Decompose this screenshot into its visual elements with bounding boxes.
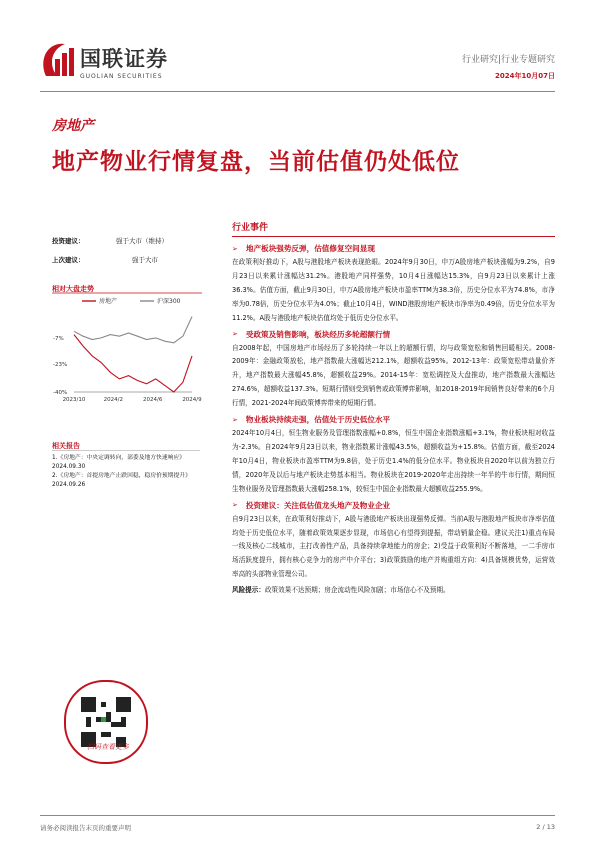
related-reports-heading: 相关报告 — [52, 442, 80, 450]
y-tick-label: -40% — [53, 390, 68, 396]
related-report-item[interactable]: 1.《房地产：中央定调转向，部委及地方快速响应》2024.09.30 — [52, 455, 186, 470]
qr-label: 扫码查看更多 — [87, 743, 129, 751]
legend-label-1: 沪深300 — [157, 298, 181, 305]
doc-type: 行业研究|行业专题研究 — [461, 55, 555, 65]
sector-label: 房地产 — [52, 118, 94, 134]
header-meta — [462, 52, 555, 81]
section-heading-3 — [232, 414, 555, 425]
series-line-沪深300 — [74, 317, 192, 343]
risk-label: 风险提示： — [232, 586, 265, 595]
section-title: 投资建议：关注低估值龙头地产及物业企业 — [245, 500, 391, 510]
footer-disclaimer: 请务必阅读报告末页的重要声明 — [40, 824, 131, 832]
related-divider — [52, 450, 200, 451]
page-number: 2 / 13 — [536, 823, 555, 831]
section-body-1: 在政策利好推动下，A股与港股地产板块表现抢眼。2024年9月30日，申万A股房地产板块涨幅为9.2%，自9月23日以来累计涨幅达31.2%。港股地产同样强势，10月4日涨幅达15.3%，自9月23日以来累计上涨36.3%。估值方面，截止9月30日，申万A股房地产板块市盈率TTM为38.3倍，历史分位水平为74.8%，市净率为0.78倍，历史分位水平为4.0%；截止10月4日，WIND港股房地产板块市净率为0.49倍，历史分位水平为11.2%。A股与港股地产板块估值均处于低历史分位水平。 — [232, 258, 555, 322]
rating-row-invest — [52, 236, 202, 245]
x-tick-label: 2023/10 — [62, 397, 86, 403]
section-heading-4 — [232, 500, 555, 511]
related-report-item[interactable]: 2.《房地产：首提房地产止跌回稳，稳房价预期提升》2024.09.26 — [52, 473, 191, 488]
x-tick-label: 2024/6 — [142, 397, 163, 403]
events-heading: 行业事件 — [232, 220, 555, 237]
risk-note — [232, 584, 555, 597]
header-divider — [40, 91, 555, 92]
report-title: 地产物业行情复盘，当前估值仍处低位 — [52, 149, 460, 175]
arrow-right-icon: ➢ — [232, 415, 238, 424]
section-body-4: 自9月23日以来，在政策利好推动下，A股与港股地产板块出现强势反弹。当前A股与港股地产板块市净率估值均处于历史低位水平，随着政策效果逐步显现，市场信心有望得到提振，带动销量企稳。建议关注1)重点布局一线及核心二线城市，主打改善性产品，具备持续拿地能力的房企；2)受益于政策利好不断落地，一二手房市场活跃度提升，拥有核心竞争力的房产中介平台；3)政策鼓励的地产并购重组方向：4)具备规模优势，运营效率高的头部物业管理公司。 — [232, 514, 555, 579]
section-title: 地产板块强势反弹，估值修复空间显现 — [245, 244, 375, 253]
footer-divider — [40, 815, 555, 816]
related-reports-list — [52, 454, 202, 490]
events-column — [232, 220, 555, 597]
rating-row-prev — [52, 255, 202, 264]
section-heading-2 — [232, 329, 555, 340]
guolian-logo-icon — [40, 42, 76, 80]
qr-code-icon — [81, 697, 131, 747]
relative-trend-chart — [52, 292, 202, 407]
arrow-right-icon: ➢ — [232, 501, 238, 510]
section-title: 受政策及销售影响，板块经历多轮超额行情 — [245, 329, 391, 339]
arrow-right-icon: ➢ — [232, 330, 238, 339]
section-body-2: 自2008年起，中国房地产市场经历了多轮持续一年以上的超额行情，均与政策宽松和销售回暖相关。2008-2009年：金融政策放松，地产指数最大涨幅达212.1%，超额收益95%。2012-13年：政策宽松带动量价齐升，地产指数最大涨幅45.8%，超额收益29%。2014-15年：宽松调控及大盘推动，地产指数最大涨幅达274.6%，超额收益137.3%。短期行情则受到销售或政策博弈影响，如2018-2019年间销售良好带来的6个月行情，2021-2024年间政策博弈带来的短期行情。 — [232, 343, 555, 408]
legend-label-0: 房地产 — [99, 298, 118, 305]
y-tick-label: -7% — [53, 335, 64, 342]
prev-value: 强于大市 — [132, 256, 158, 264]
x-tick-label: 2024/2 — [103, 397, 124, 403]
section-heading-1 — [232, 243, 555, 254]
report-date: 2024年10月07日 — [495, 72, 555, 80]
y-tick-label: -23% — [53, 362, 68, 369]
invest-label: 投资建议： — [52, 237, 85, 245]
trend-heading: 相对大盘走势 — [52, 285, 94, 293]
brand-logo — [40, 42, 168, 80]
chart-legend — [82, 297, 181, 305]
arrow-right-icon: ➢ — [232, 244, 238, 253]
x-tick-label: 2024/9 — [182, 397, 202, 403]
prev-label: 上次建议： — [52, 256, 85, 264]
logo-text-en: GUOLIAN SECURITIES — [80, 72, 163, 80]
risk-text: 政策效果不达预期；房企流动性风险加剧；市场信心不及预期。 — [264, 586, 450, 595]
rating-block — [52, 236, 202, 274]
series-line-房地产 — [74, 335, 192, 392]
plot-area — [53, 317, 202, 403]
invest-value: 强于大市（维持） — [116, 237, 168, 245]
section-body-3: 2024年10月4日，恒生物业服务及管理指数涨幅+0.8%，恒生中国企业指数涨幅+3.1%，物业板块相对收益为-2.3%。自2024年9月23日以来，物业指数累计涨幅43.5%，超额收益为+15.8%。估值方面，截至2024年10月4日，物业板块市盈率TTM为9.8倍，处于历史1.4%的低分位水平。物业板块自2020年以前为独立行情，2020年及以后与地产板块走势基本相当。物业板块在2019-2020年走出持续一年半的牛市行情，期间恒生物业服务及管理指数最大涨幅258.1%，较恒生中国企业指数最大超额收益255.9%。 — [232, 429, 555, 493]
section-title: 物业板块持续走强，估值处于历史低位水平 — [245, 415, 391, 425]
logo-text-cn: 国联证券 — [80, 46, 168, 71]
